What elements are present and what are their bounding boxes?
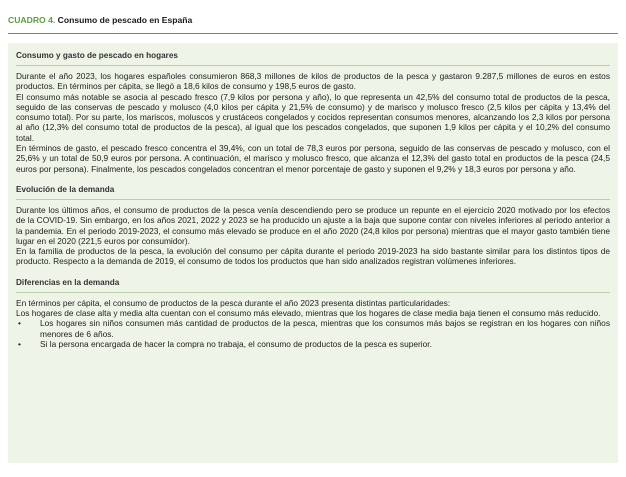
paragraph: En términos de gasto, el pescado fresco concentra el 39,4%, con un total de 78,3 euros por persona, seguido de las conservas de pescado y molusco, con el 25,6% y un total de 50,9 euros por persona. A continuación, el marisco y molusco fresco, que alcanza el 12,3% del gasto total en productos de la pesca (24,5 euros por persona). Finalmente, los pescados congelados concentran el menor porcentaje de gasto y suponen el 9,2% y 18,3 euros por persona y año. bbox=[16, 143, 610, 174]
paragraph: En la familia de productos de la pesca, la evolución del consumo per cápita durante el periodo 2019-2023 ha sido bastante similar para los distintos tipos de producto. Respecto a la demanda de 2019, el consumo de todos los productos que han sido analizados registran volúmenes inferiores. bbox=[16, 246, 610, 267]
list-item bbox=[16, 339, 610, 349]
section-consumo-gasto bbox=[16, 47, 610, 174]
box-number: CUADRO 4. bbox=[8, 15, 56, 25]
list-item-text: Los hogares sin niños consumen más cantidad de productos de la pesca, mientras que los consumos más bajos se registran en los hogares con niños menores de 6 años. bbox=[40, 318, 610, 339]
section-divider bbox=[16, 65, 610, 66]
paragraph: En términos per cápita, el consumo de productos de la pesca durante el año 2023 presenta distintas particularidades: bbox=[16, 297, 451, 308]
content-box bbox=[8, 43, 618, 463]
title-divider bbox=[8, 33, 618, 34]
list-item bbox=[16, 318, 610, 339]
bullet-icon: • bbox=[18, 338, 21, 349]
box-title-text: Consumo de pescado en España bbox=[57, 15, 193, 25]
section-heading: Consumo y gasto de pescado en hogares bbox=[16, 51, 178, 60]
paragraph: El consumo más notable se asocia al pescado fresco (7,9 kilos por persona y año), lo que representa un 42,5% del consumo total de productos de la pesca, seguido de las conservas de pescado y molusco (4,0 kilos per cápita y 21,5% de consumo) y de marisco y molusco fresco (2,5 kilos per cápita y 13,4% del consumo total). Por su parte, los mariscos, moluscos y crustáceos congelados y cocidos representan consumos menores, alcanzando los 2,3 kilos por persona al año (12,3% del consumo total de productos de la pesca), al igual que los pescados congelados, que suponen 1,9 kilos per cápita y el 10,2% del consumo total. bbox=[16, 91, 610, 143]
section-heading: Diferencias en la demanda bbox=[16, 277, 120, 287]
section-diferencias bbox=[16, 274, 610, 349]
paragraph: Los hogares de clase alta y media alta cuentan con el consumo más elevado, mientras que los hogares de clase media baja tienen el consumo más reducido. bbox=[16, 308, 601, 319]
section-evolucion bbox=[16, 181, 610, 267]
section-heading: Evolución de la demanda bbox=[16, 184, 115, 194]
paragraph: Durante los últimos años, el consumo de productos de la pesca venía descendiendo pero se produce un repunte en el ejercicio 2020 motivado por los efectos de la COVID-19. Sin embargo, en los años 2021, 2022 y 2023 se ha producido un ajuste a la baja que supone contar con niveles inferiores al periodo anterior a la pandemia. En el periodo 2019-2023, el consumo más elevado se produce en el año 2020 (24,8 kilos por persona) mientras que el mayor gasto también tiene lugar en el 2020 (221,5 euros por consumidor). bbox=[16, 204, 610, 246]
section-divider bbox=[16, 292, 610, 293]
list-item-text: Si la persona encargada de hacer la compra no trabaja, el consumo de productos de la pesca es superior. bbox=[40, 338, 432, 349]
paragraph: Durante el año 2023, los hogares españoles consumieron 868,3 millones de kilos de productos de la pesca y gastaron 9.287,5 millones de euros en estos productos. En términos per cápita, se llegó a 18,6 kilos de consumo y 198,5 euros de gasto. bbox=[16, 71, 610, 92]
bullet-icon: • bbox=[18, 318, 21, 329]
section-divider bbox=[16, 199, 610, 200]
bullet-list bbox=[16, 318, 610, 349]
box-title bbox=[8, 14, 618, 26]
